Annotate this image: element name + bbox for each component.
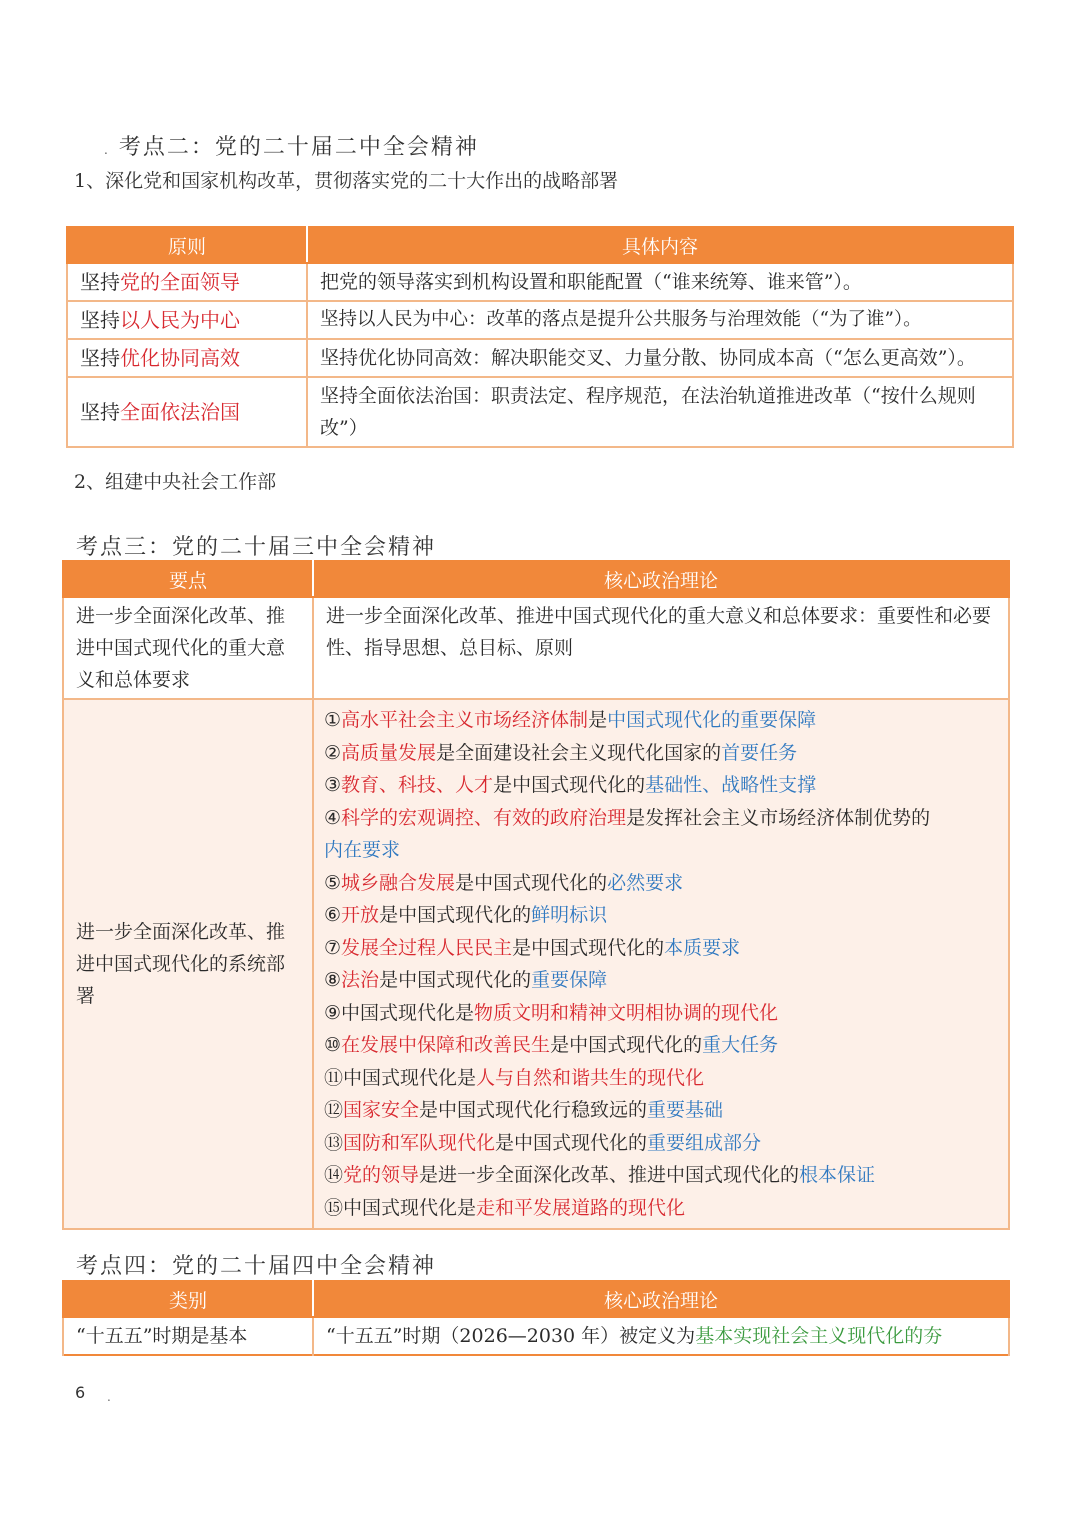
principle-prefix: 坚持 [80,400,120,424]
item-role: 鲜明标识 [531,904,608,926]
item-role: 重要保障 [531,969,608,991]
item-subject: 科学的宏观调控、有效的政府治理 [341,806,627,829]
content-cell: 把党的领导落实到机构设置和职能配置（“谁来统筹、谁来管”）。 [307,263,1013,301]
item-text: ⑥ [324,904,342,926]
content-cell: 坚持优化协同高效：解决职能交叉、力量分散、协同成本高（“怎么更高效”）。 [307,339,1013,377]
principles-table [66,226,1014,448]
item-text: ⑧ [324,969,342,991]
item-subject: 党的领导 [343,1164,420,1186]
deployment-item [324,1192,998,1225]
principle-cell [67,301,307,339]
item-text: ⑦ [324,936,342,959]
item-text: ③ [324,774,342,796]
header-principle: 原则 [67,227,307,263]
item-text: ⑩ [324,1034,342,1056]
item-role: 重要组成部分 [647,1131,762,1154]
item-subject: 教育、科技、人才 [341,774,494,796]
principle-cell [67,263,307,301]
deployment-item [324,867,998,900]
item-role: 根本保证 [799,1164,876,1186]
deployment-item [324,834,998,867]
table-row [67,301,1013,339]
principle-prefix: 坚持 [80,308,120,332]
item-text: ⑨中国式现代化是 [324,1001,475,1024]
deployment-item [324,1159,998,1192]
item-role: 内在要求 [324,839,401,861]
section2-sub1: 1、深化党和国家机构改革，贯彻落实党的二十大作出的战略部署 [74,170,619,192]
plenum3-header-row [63,561,1009,597]
table-row [63,699,1009,1229]
section4-title: 考点四：党的二十届四中全会精神 [76,1254,437,1279]
item-role: 必然要求 [607,871,684,894]
table-row [67,339,1013,377]
plenum3-table [62,560,1010,1230]
principle-highlight: 优化协同高效 [120,346,240,370]
item-text: ⑪中国式现代化是 [324,1066,477,1089]
principle-highlight: 全面依法治国 [120,400,240,424]
header-content: 具体内容 [307,227,1013,263]
item-text: 是中国式现代化的 [379,969,532,991]
item-subject: 开放 [341,904,380,926]
deployment-item [324,802,998,835]
deployment-item [324,704,998,737]
item-subject: 国家安全 [343,1099,420,1121]
plenum4-header-row [63,1281,1009,1317]
deployment-item [324,899,998,932]
deployment-item [324,932,998,965]
header-category: 类别 [63,1281,313,1317]
content-cell: 坚持以人民为中心：改革的落点是提升公共服务与治理效能（“为了谁”）。 [307,301,1013,339]
item-text: ④ [324,806,342,829]
principle-highlight: 以人民为中心 [120,308,240,332]
page-number: 6 [75,1383,86,1402]
item-text: ⑤ [324,871,342,894]
keypoint-cell: 进一步全面深化改革、推进中国式现代化的重大意义和总体要求 [63,597,313,699]
item-subject: 在发展中保障和改善民生 [341,1034,551,1056]
header-theory: 核心政治理论 [313,561,1009,597]
theory-cell: 进一步全面深化改革、推进中国式现代化的重大意义和总体要求：重要性和必要性、指导思想、总目标、原则 [313,597,1009,699]
item-text: 是中国式现代化的 [493,774,646,796]
deployment-item [324,1029,998,1062]
content-cell: 坚持全面依法治国：职责法定、程序规范，在法治轨道推进改革（“按什么规则改”） [307,377,1013,447]
principle-cell [67,339,307,377]
table-row [63,1317,1009,1355]
deployment-item [324,997,998,1030]
section2-title [104,130,479,161]
item-role: 本质要求 [664,936,741,959]
deployment-item [324,1062,998,1095]
item-subject: 物质文明和精神文明相协调的现代化 [474,1001,779,1024]
principles-header-row [67,227,1013,263]
theory-highlight: 基本实现社会主义现代化的夯 [695,1325,943,1347]
deployment-item [324,769,998,802]
keypoint-cell: 进一步全面深化改革、推进中国式现代化的系统部署 [63,699,313,1229]
item-subject: 走和平发展道路的现代化 [476,1196,686,1219]
header-theory: 核心政治理论 [313,1281,1009,1317]
item-text: ⑭ [324,1164,344,1186]
table-row [63,597,1009,699]
deployment-item [324,737,998,770]
item-text: 是中国式现代化的 [550,1034,703,1056]
item-subject: 国防和军队现代化 [343,1131,496,1154]
item-text: 是中国式现代化的 [379,904,532,926]
item-role: 基础性、战略性支撑 [645,774,817,796]
item-text: ⑫ [324,1099,344,1121]
table-row [67,263,1013,301]
section2-title-text: 考点二：党的二十届二中全会精神 [118,135,479,160]
theory-cell [313,1317,1009,1355]
table-row [67,377,1013,447]
theory-prefix: “十五五”时期（2026—2030 年）被定义为 [326,1325,696,1347]
item-text: 是中国式现代化的 [495,1131,648,1154]
item-text: 是全面建设社会主义现代化国家的 [436,741,722,764]
item-text: 是中国式现代化行稳致远的 [419,1099,648,1121]
category-cell: “十五五”时期是基本 [63,1317,313,1355]
item-role: 重要基础 [647,1099,724,1121]
deployment-item [324,964,998,997]
item-role: 重大任务 [702,1034,779,1056]
section3-title: 考点三：党的二十届三中全会精神 [76,535,437,560]
principle-cell [67,377,307,447]
item-subject: 高质量发展 [341,741,437,764]
item-text: 是 [588,709,608,731]
deployment-item [324,1127,998,1160]
section2-sub2: 2、组建中央社会工作部 [74,471,277,493]
item-text: ② [324,741,342,764]
item-role: 首要任务 [721,741,798,764]
plenum4-table [62,1280,1010,1356]
item-subject: 人与自然和谐共生的现代化 [476,1066,705,1089]
item-text: ⑬ [324,1131,344,1154]
item-subject: 法治 [341,969,380,991]
title-dot: . [104,143,110,157]
deployment-list [313,699,1009,1229]
item-text: 是进一步全面深化改革、推进中国式现代化的 [419,1164,800,1186]
principle-prefix: 坚持 [80,346,120,370]
header-keypoint: 要点 [63,561,313,597]
deployment-item [324,1094,998,1127]
principle-prefix: 坚持 [80,270,120,294]
item-text: 是发挥社会主义市场经济体制优势的 [626,806,931,829]
item-text: ⑮中国式现代化是 [324,1196,477,1219]
item-text: ① [324,709,342,731]
item-text: 是中国式现代化的 [455,871,608,894]
item-subject: 发展全过程人民民主 [341,936,513,959]
footer-mark: . [107,1390,111,1404]
item-text: 是中国式现代化的 [512,936,665,959]
principle-highlight: 党的全面领导 [120,270,240,294]
item-subject: 城乡融合发展 [341,871,456,894]
item-role: 中国式现代化的重要保障 [607,709,817,731]
item-subject: 高水平社会主义市场经济体制 [341,709,589,731]
